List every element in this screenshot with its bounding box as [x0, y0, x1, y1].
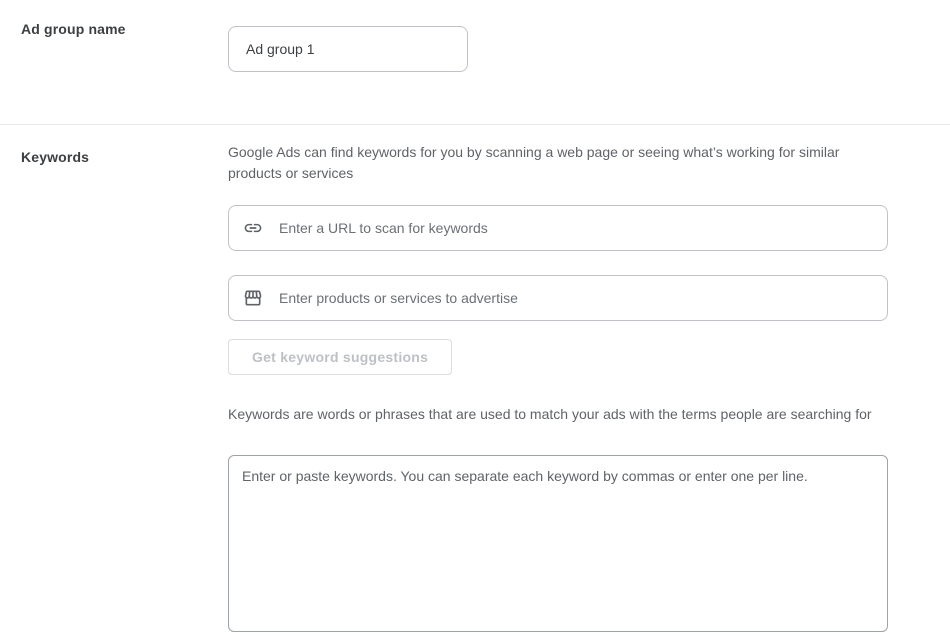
ad-group-name-label: Ad group name	[21, 21, 126, 37]
ad-group-name-input[interactable]	[228, 26, 468, 72]
storefront-icon	[243, 288, 263, 308]
get-keyword-suggestions-button[interactable]: Get keyword suggestions	[228, 339, 452, 375]
section-divider	[0, 124, 950, 125]
keywords-help-text: Keywords are words or phrases that are used to match your ads with the terms people are searching for	[228, 406, 872, 422]
link-icon	[243, 218, 263, 238]
keyword-finder-description: Google Ads can find keywords for you by scanning a web page or seeing what’s working for similar products or services	[228, 144, 840, 181]
url-scan-input[interactable]	[279, 220, 873, 236]
url-scan-input-container	[228, 205, 888, 251]
products-services-input[interactable]	[279, 290, 873, 306]
keywords-label: Keywords	[21, 149, 90, 165]
keywords-textarea[interactable]	[228, 455, 888, 632]
products-services-input-container	[228, 275, 888, 321]
